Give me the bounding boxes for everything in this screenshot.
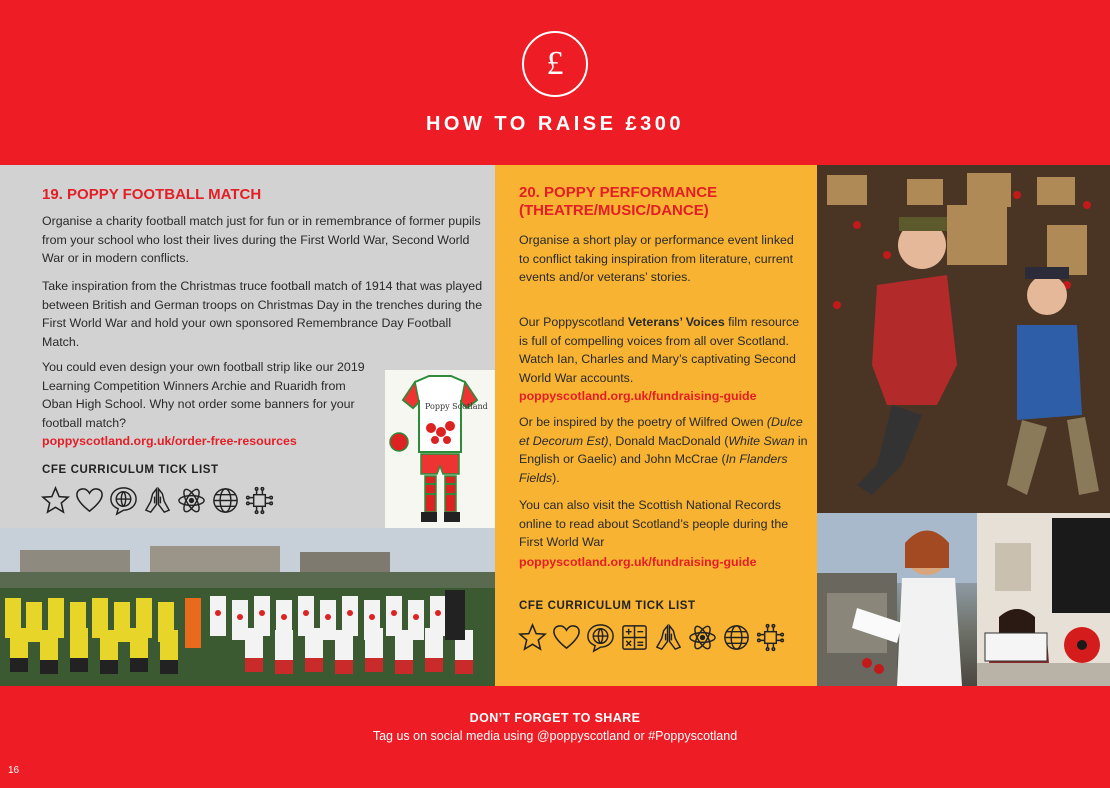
globe-icon xyxy=(721,622,752,653)
praying-hands-icon xyxy=(142,485,173,516)
section-19-paragraph-3: You could even design your own football strip like our 2019 Learning Competition Winners Archie and Ruaridh from Oban High School. Why not order some banners for your football match? xyxy=(42,360,365,430)
football-team-illustration xyxy=(0,528,495,686)
page-title: HOW TO RAISE £300 xyxy=(425,113,685,135)
page-number: 16 xyxy=(8,765,20,776)
section-20-title: 20. POPPY PERFORMANCE (THEATRE/MUSIC/DANCE) xyxy=(519,184,718,219)
section-20-paragraph-2 xyxy=(519,313,804,387)
footer-subtitle: Tag us on social media using @poppyscotland or #Poppyscotland xyxy=(372,729,738,743)
speech-globe-icon xyxy=(585,622,616,653)
fundraising-guide-link-2[interactable]: poppyscotland.org.uk/fundraising-guide xyxy=(519,555,757,569)
calculator-icon xyxy=(619,622,650,653)
veterans-voices-intro: Our Poppyscotland xyxy=(519,315,628,329)
poetry-text-c: in English or Gaelic) and John McCrae ( xyxy=(519,433,808,467)
atom-icon xyxy=(687,622,718,653)
veterans-voices-description: film resource is full of compelling voices from all over Scotland. Watch Ian, Charles and Mary’s captivating Second World War accounts. xyxy=(519,315,800,385)
star-icon xyxy=(40,485,71,516)
footer-title: DON’T FORGET TO SHARE xyxy=(469,711,641,725)
speech-globe-icon xyxy=(108,485,139,516)
jumping-children-photo xyxy=(817,165,1110,513)
heart-icon xyxy=(551,622,582,653)
circuit-chip-icon xyxy=(755,622,786,653)
pound-glyph: £ xyxy=(546,45,564,82)
order-resources-link[interactable]: poppyscotland.org.uk/order-free-resources xyxy=(42,434,297,448)
football-team-photo xyxy=(0,528,495,686)
section-20-tick-icons xyxy=(517,622,786,653)
jumping-children-illustration xyxy=(817,165,1110,513)
poetry-text-d: ). xyxy=(552,470,560,485)
section-20-paragraph-4: You can also visit the Scottish National Records online to read about Scotland’s people during the First World War xyxy=(519,498,789,550)
fundraising-guide-link-1[interactable]: poppyscotland.org.uk/fundraising-guide xyxy=(519,389,757,403)
poem-white-swan: White Swan xyxy=(728,433,795,448)
pound-icon xyxy=(522,31,588,97)
atom-icon xyxy=(176,485,207,516)
football-strip-illustration xyxy=(385,370,495,528)
poem-dulce-et-decorum: (Dulce et Decorum Est) xyxy=(519,415,803,448)
section-19-paragraph-1: Organise a charity football match just for fun or in remembrance of former pupils from your school who lost their lives during the First World War, Second World War or in modern conflicts. xyxy=(42,214,481,266)
circuit-chip-icon xyxy=(244,485,275,516)
girl-reading-photo xyxy=(817,513,977,686)
section-19-tick-icons xyxy=(40,485,275,516)
praying-hands-icon xyxy=(653,622,684,653)
veterans-voices-name: Veterans’ Voices xyxy=(627,315,725,329)
drawing-caption: Poppy Scotland xyxy=(425,402,488,411)
girl-reading-illustration xyxy=(817,513,977,686)
section-20-tick-list-title: CFE CURRICULUM TICK LIST xyxy=(519,600,696,612)
girl-with-poppy-photo xyxy=(977,513,1110,686)
girl-with-poppy-illustration xyxy=(977,513,1110,686)
page-header xyxy=(0,0,1110,165)
section-20-paragraph-3 xyxy=(519,413,809,487)
globe-icon xyxy=(210,485,241,516)
section-19-title: 19. POPPY FOOTBALL MATCH xyxy=(42,186,262,203)
poetry-text-b: , Donald MacDonald ( xyxy=(608,433,729,448)
section-19-tick-list-title: CFE CURRICULUM TICK LIST xyxy=(42,464,219,476)
poetry-text-a: Or be inspired by the poetry of Wilfred Owen xyxy=(519,415,767,429)
section-19-paragraph-2: Take inspiration from the Christmas truce football match of 1914 that was played between British and German troops on Christmas Day in the trenches during the First World War and hold your own sponsored Remembrance Day Football Match. xyxy=(42,279,483,349)
section-20-paragraph-1: Organise a short play or performance event linked to conflict taking inspiration from literature, current events and/or veterans’ stories. xyxy=(519,233,794,285)
heart-icon xyxy=(74,485,105,516)
football-strip-drawing xyxy=(385,370,495,528)
star-icon xyxy=(517,622,548,653)
poem-in-flanders-fields: In Flanders Fields xyxy=(519,452,788,485)
